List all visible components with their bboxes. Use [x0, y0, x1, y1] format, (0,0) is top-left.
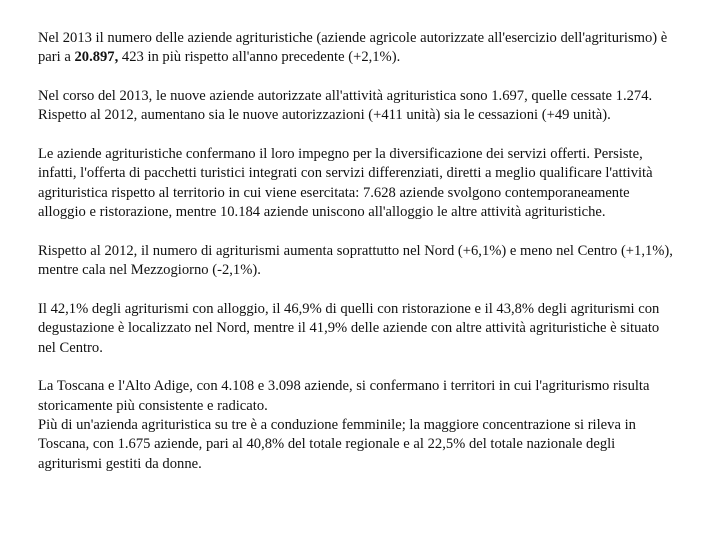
- paragraph-new-and-closed: Nel corso del 2013, le nuove aziende autorizzate all'attività agrituristica sono 1.697, quelle cessate 1.274. Rispetto al 2012, aumentano sia le nuove autorizzazioni (+411 unità) sia le cessazioni (+49 unità).: [38, 88, 653, 124]
- paragraph-total-farms: [38, 29, 678, 68]
- paragraph-text: 423 in più rispetto all'anno precedente (+2,1%).: [118, 49, 401, 66]
- paragraph-diversification: Le aziende agrituristiche confermano il loro impegno per la diversificazione dei servizi offerti. Persiste, infatti, l'offerta di pacchetti turistici integrati con servizi differenziati, diretti a meglio qualificare l'attività agrituristica rispetto al territorio in cui viene esercitata: 7.628 aziende svolgono contemporaneamente alloggio e ristorazione, mentre 10.184 aziende uniscono all'alloggio le altre attività agrituristiche.: [38, 146, 653, 221]
- paragraph-regional-change: Rispetto al 2012, il numero di agriturismi aumenta soprattutto nel Nord (+6,1%) e meno nel Centro (+1,1%), mentre cala nel Mezzogiorno (-2,1%).: [38, 242, 673, 279]
- document-body: [38, 29, 678, 493]
- paragraph-services-location: Il 42,1% degli agriturismi con alloggio, il 46,9% di quelli con ristorazione e il 43,8% degli agriturismi con degustazione è localizzato nel Nord, mentre il 41,9% delle aziende con altre attività agrituristiche è situato nel Centro.: [38, 300, 660, 356]
- paragraph-tuscany-alto-adige: La Toscana e l'Alto Adige, con 4.108 e 3.098 aziende, si confermano i territori in cui l'agriturismo risulta storicamente più consistente e radicato.: [38, 378, 650, 414]
- paragraph-text: Nel 2013 il numero delle aziende agrituristiche (aziende agricole autorizzate all'esercizio dell'agriturismo) è pari a: [38, 30, 668, 66]
- paragraph-female-management: Più di un'azienda agrituristica su tre è a conduzione femminile; la maggiore concentrazione si rileva in Toscana, con 1.675 aziende, pari al 40,8% del totale regionale e al 22,5% del totale nazionale degli agriturismi gestiti da donne.: [38, 416, 636, 472]
- total-farms-value: 20.897,: [74, 49, 119, 66]
